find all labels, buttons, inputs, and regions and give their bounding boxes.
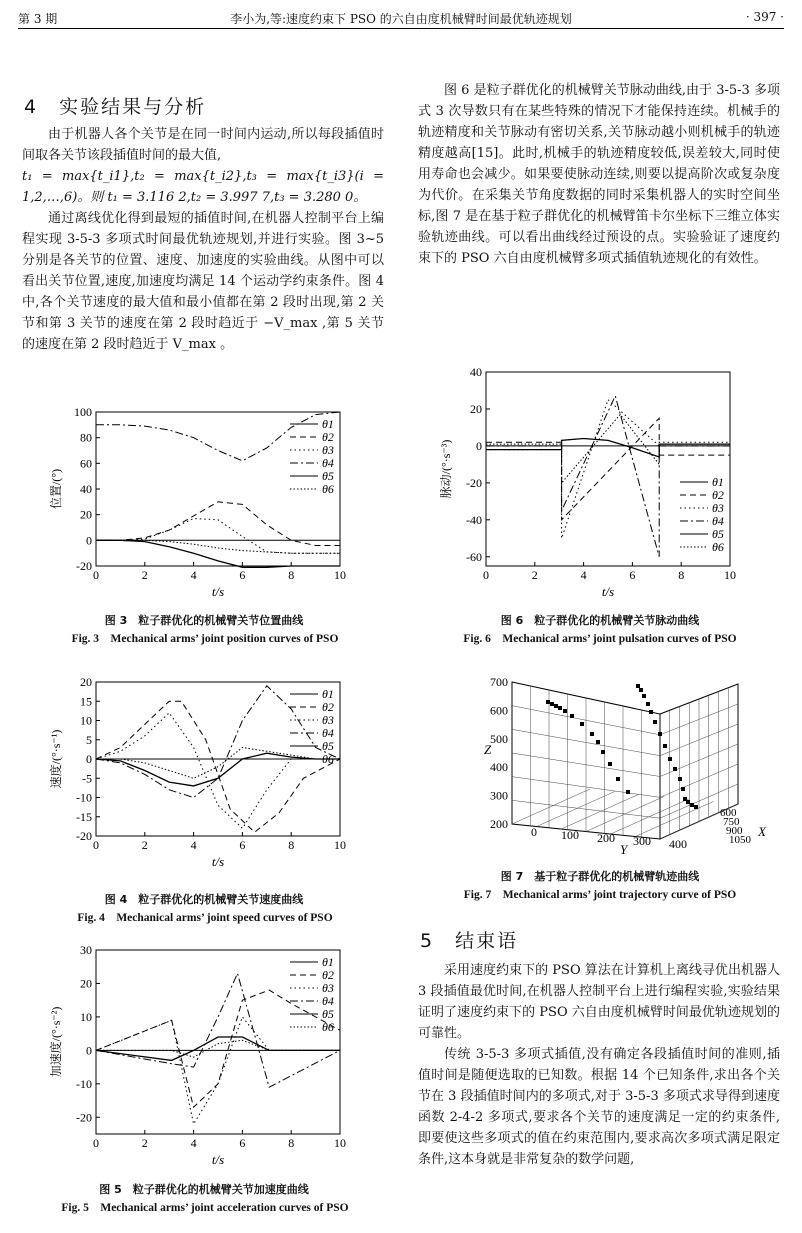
x-tick-label: 6: [239, 1136, 246, 1150]
legend-label: θ1: [322, 417, 334, 431]
x-axis-label: t/s: [211, 584, 225, 599]
y-axis-label: 加速度/(°·s⁻²): [49, 1006, 63, 1078]
y-tick-label: 400: [669, 837, 687, 851]
legend-label: θ6: [322, 752, 334, 766]
figure-7-caption-en: Fig. 7 Mechanical arms’ joint trajectory curve of PSO: [463, 889, 737, 901]
equation-line: t₁ = max{t_i1},t₂ = max{t_i2},t₃ = max{t_i3}(i = 1,2,…,6)。则 t₁ = 3.116 2,t₂ = 3.997 7,t₃ = 3.280 0。: [22, 169, 384, 205]
x-tick-label: 6: [239, 568, 246, 582]
y-tick-label: 0: [476, 438, 482, 453]
trajectory-point: [694, 805, 698, 809]
section-5-heading: 5 结束语: [420, 930, 519, 952]
y-tick-label: 80: [80, 430, 92, 445]
figure-3-chart: [40, 402, 390, 602]
y-axis-label: 脉动/(°·s⁻³): [439, 439, 453, 499]
x-tick-label: 8: [288, 568, 295, 582]
y-tick-label: 0: [531, 825, 537, 839]
y-tick-label: 200: [597, 831, 615, 845]
legend-label: θ2: [322, 968, 334, 982]
x-tick-label: 2: [141, 1136, 148, 1150]
trajectory-point: [554, 704, 558, 708]
legend-label: θ5: [322, 739, 334, 753]
y-tick-label: 30: [80, 943, 92, 957]
trajectory-point: [550, 702, 554, 706]
trajectory-point: [626, 790, 630, 794]
x-tick-label: 0: [93, 1136, 99, 1150]
y-tick-label: 0: [86, 533, 92, 548]
floor-grid-line: [635, 802, 713, 837]
legend-label: θ1: [322, 687, 334, 701]
x-tick-label: 2: [141, 568, 148, 582]
trajectory-point: [668, 757, 672, 761]
y-tick-label: 0: [86, 1043, 92, 1058]
x-tick-label: 4: [190, 838, 197, 852]
figure-6-caption-en: Fig. 6 Mechanical arms’ joint pulsation curves of PSO: [463, 633, 737, 645]
y-axis-label: 速度/(°·s⁻¹): [49, 729, 63, 789]
legend-label: θ4: [322, 994, 334, 1008]
y-tick-label: 40: [470, 365, 482, 379]
trajectory-point: [601, 750, 605, 754]
x-tick-label: 10: [334, 838, 346, 852]
figure-4-chart: [40, 672, 390, 872]
legend-label: θ4: [712, 514, 724, 528]
y-tick-label: 300: [633, 834, 651, 848]
series-line-2: [486, 418, 730, 520]
series-line-3: [486, 400, 730, 539]
trajectory-point: [570, 714, 574, 718]
series-line-6: [96, 748, 340, 779]
legend-label: θ2: [712, 488, 724, 502]
trajectory-point: [563, 709, 567, 713]
x-tick-label: 4: [190, 568, 197, 582]
trajectory-point: [639, 688, 643, 692]
z-tick-label: 400: [490, 760, 508, 775]
y-tick-label: -15: [76, 809, 92, 824]
y-tick-label: 100: [74, 405, 92, 419]
figure-7-caption-cn: 图 7 基于粒子群优化的机械臂轨迹曲线: [500, 870, 700, 883]
y-axis-label: 位置/(°): [49, 468, 63, 510]
x-tick-label: 4: [580, 568, 587, 582]
legend-label: θ4: [322, 726, 334, 740]
floor-grid-line: [561, 794, 639, 829]
plot-frame: [486, 372, 730, 566]
grid-line: [512, 764, 738, 797]
series-line-3: [96, 519, 340, 554]
y-tick-label: 100: [561, 828, 579, 842]
z-tick-label: 700: [490, 675, 508, 689]
paragraph: 传统 3-5-3 多项式插值,没有确定各段插值时间的准则,插值时间是随便选取的已知数。根据 14 个已知条件,求出各个关节在 3 段插值时间内的多项式,对于 3-5-3 多项式求导得到速度函数 2-4-2 多项式,要求各个关节的速度满足一定的约束条件,即要使这些多项式的值在约束范围内,要求高次多项式满足限定条件,这本身就是非常复杂的数学问题,: [418, 1047, 780, 1167]
trajectory-point: [590, 732, 594, 736]
z-tick-label: 600: [490, 703, 508, 718]
x-axis-label: t/s: [601, 584, 615, 599]
trajectory-point: [681, 787, 685, 791]
running-title: 李小为,等:速度约束下 PSO 的六自由度机械臂时间最优轨迹规划: [230, 12, 572, 26]
y-tick-label: -10: [76, 1076, 92, 1091]
figure-4-caption-en: Fig. 4 Mechanical arms’ joint speed curves of PSO: [77, 912, 333, 924]
legend-label: θ5: [322, 469, 334, 483]
trajectory-point: [616, 777, 620, 781]
x-tick-label: 2: [141, 838, 148, 852]
x-tick-label: 1050: [729, 834, 751, 846]
figure-5-chart: [40, 940, 390, 1170]
paragraph: 通过离线优化得到最短的插值时间,在机器人控制平台上编程实现 3-5-3 多项式时间最优轨迹规划,并进行实验。图 3~5 分别是各关节的位置、速度、加速度的实验曲线。从图中可以看出关节位置,速度,加速度均满足 14 个运动学约束条件。图 4 中,各个关节速度的最大值和最小值都在第 2 段时出现,第 2 关节和第 3 关节的速度在第 2 段时趋近于 −V_max ,第 5 关节的速度在第 2 段时趋近于 V_max 。: [22, 211, 384, 352]
plot-frame: [96, 412, 340, 566]
x-tick-label: 6: [629, 568, 636, 582]
z-tick-label: 200: [490, 817, 508, 831]
y-tick-label: -10: [76, 790, 92, 805]
x-axis-label: X: [758, 824, 766, 839]
paragraph: 图 6 是粒子群优化的机械臂关节脉动曲线,由于 3-5-3 多项式 3 次导数只有在某些特殊的情况下才能保持连续。机械手的轨迹精度和关节脉动有密切关系,关节脉动越小则机械手的轨迹精度越高[15]。此时,机械手的轨迹精度较低,误差较大,同时使用寿命也会减少。如果要使脉动连续,则要以提高阶次或复杂度为代价。在采集关节角度数据的同时采集机器人的实时空间坐标,图 7 是在基于粒子群优化的机械臂笛卡尔坐标下三维立体实验轨迹曲线。可以看出曲线经过预设的点。实验验证了速度约束下的 PSO 六自由度机械臂多项式插值轨迹规化的有效性。: [418, 83, 780, 266]
trajectory-point: [663, 744, 667, 748]
legend-label: θ3: [322, 443, 334, 457]
y-tick-label: 5: [86, 732, 92, 747]
x-axis-label: t/s: [211, 854, 225, 869]
z-axis-label: Z: [484, 742, 492, 757]
y-tick-label: 20: [80, 507, 92, 522]
series-line-1: [486, 439, 730, 458]
series-line-4: [486, 396, 730, 557]
series-line-3: [96, 713, 340, 829]
grid-line: [512, 704, 738, 735]
trajectory-point: [686, 800, 690, 804]
trajectory-point: [596, 740, 600, 744]
x-tick-label: 8: [678, 568, 685, 582]
trajectory-point: [678, 777, 682, 781]
legend-label: θ6: [322, 1020, 334, 1034]
grid-line: [512, 744, 738, 777]
figure-3-caption-cn: 图 3 粒子群优化的机械臂关节位置曲线: [104, 614, 304, 627]
y-tick-label: -40: [466, 512, 482, 527]
running-header: [18, 8, 784, 29]
series-line-1: [96, 753, 340, 786]
trajectory-point: [642, 694, 646, 698]
section-4-heading: 4 实验结果与分析: [24, 96, 207, 118]
z-tick-label: 300: [490, 788, 508, 803]
figure-7-3d-plot: [470, 674, 770, 858]
legend-label: θ2: [322, 430, 334, 444]
z-tick-label: 500: [490, 731, 508, 746]
series-line-4: [96, 973, 340, 1087]
y-tick-label: 15: [80, 694, 92, 709]
figure-4-caption-cn: 图 4 粒子群优化的机械臂关节速度曲线: [104, 893, 304, 906]
y-tick-label: 40: [80, 482, 92, 496]
figure-6-caption-cn: 图 6 粒子群优化的机械臂关节脉动曲线: [500, 614, 700, 627]
x-tick-label: 4: [190, 1136, 197, 1150]
floor-grid-line: [586, 797, 664, 832]
trajectory-point: [558, 706, 562, 710]
legend-label: θ4: [322, 456, 334, 470]
paragraph: 采用速度约束下的 PSO 算法在计算机上离线寻优出机器人 3 段插值最优时间,在机器人控制平台上进行编程实验,实验结果证明了速度约束下的 PSO 六自由度机械臂时间最优轨迹规划的可靠性。: [418, 963, 780, 1041]
series-line-3: [96, 1017, 340, 1124]
trajectory-point: [690, 803, 694, 807]
trajectory-point: [673, 767, 677, 771]
x-tick-label: 2: [531, 568, 538, 582]
trajectory-point: [653, 720, 657, 724]
x-tick-label: 8: [288, 838, 295, 852]
trajectory-point: [658, 732, 662, 736]
floor-grid-line: [537, 792, 615, 827]
legend-label: θ6: [322, 482, 334, 496]
x-axis-label: t/s: [211, 1152, 225, 1167]
floor-grid-line: [512, 789, 590, 824]
y-tick-label: -20: [76, 1110, 92, 1125]
series-line-6: [486, 415, 730, 483]
left-column-text: [22, 124, 384, 355]
y-tick-label: 20: [80, 675, 92, 689]
series-line-4: [96, 686, 340, 798]
x-tick-label: 0: [483, 568, 489, 582]
y-tick-label: 10: [80, 713, 92, 728]
y-tick-label: 0: [86, 752, 92, 766]
grid-line: [512, 784, 738, 818]
series-line-2: [96, 990, 340, 1107]
trajectory-point: [649, 710, 653, 714]
trajectory-point: [646, 702, 650, 706]
y-tick-label: -20: [76, 829, 92, 843]
right-column-text: [418, 80, 780, 269]
x-tick-label: 10: [334, 1136, 346, 1150]
x-tick-label: 0: [93, 838, 99, 852]
x-tick-label: 600: [720, 807, 737, 819]
x-tick-label: 900: [726, 825, 743, 837]
issue-number: 第 3 期: [18, 12, 58, 26]
series-line-1: [96, 540, 340, 567]
x-tick-label: 10: [334, 568, 346, 582]
legend-label: θ3: [712, 501, 724, 515]
figure-3-caption-en: Fig. 3 Mechanical arms’ joint position curves of PSO: [71, 633, 339, 645]
legend-label: θ5: [712, 527, 724, 541]
trajectory-point: [608, 762, 612, 766]
y-tick-label: 10: [80, 1009, 92, 1024]
paragraph: 由于机器人各个关节是在同一时间内运动,所以每段插值时间取各关节该段插值时间的最大值,: [22, 127, 384, 163]
y-axis-label: Y: [620, 842, 628, 857]
series-line-6: [96, 540, 340, 553]
y-tick-label: -5: [82, 771, 92, 786]
trajectory-point: [546, 700, 550, 704]
section-5-text: [418, 960, 780, 1170]
y-tick-label: -60: [466, 549, 482, 564]
x-tick-label: 0: [93, 568, 99, 582]
grid-line: [512, 724, 738, 756]
series-line-6: [96, 1040, 340, 1057]
legend-label: θ5: [322, 1007, 334, 1021]
x-tick-label: 10: [724, 568, 736, 582]
x-tick-label: 8: [288, 1136, 295, 1150]
legend-label: θ3: [322, 713, 334, 727]
y-tick-label: -20: [76, 559, 92, 573]
series-line-2: [96, 502, 340, 546]
x-tick-label: 750: [723, 816, 740, 828]
legend-label: θ1: [322, 955, 334, 969]
legend-label: θ2: [322, 700, 334, 714]
y-tick-label: -20: [466, 475, 482, 490]
legend-label: θ1: [712, 475, 724, 489]
figure-5-caption-en: Fig. 5 Mechanical arms’ joint acceleration curves of PSO: [61, 1202, 349, 1214]
page-number: · 397 ·: [745, 10, 784, 24]
legend-label: θ3: [322, 981, 334, 995]
y-tick-label: 60: [80, 456, 92, 471]
series-line-4: [96, 412, 340, 461]
figure-6-chart: [430, 362, 780, 602]
y-tick-label: 20: [470, 401, 482, 416]
trajectory-point: [580, 722, 584, 726]
figure-5-caption-cn: 图 5 粒子群优化的机械臂关节加速度曲线: [99, 1183, 309, 1196]
plot-frame: [96, 950, 340, 1134]
x-tick-label: 6: [239, 838, 246, 852]
legend-label: θ6: [712, 540, 724, 554]
floor-grid-line: [611, 799, 689, 834]
y-tick-label: 20: [80, 976, 92, 991]
trajectory-point: [636, 684, 640, 688]
